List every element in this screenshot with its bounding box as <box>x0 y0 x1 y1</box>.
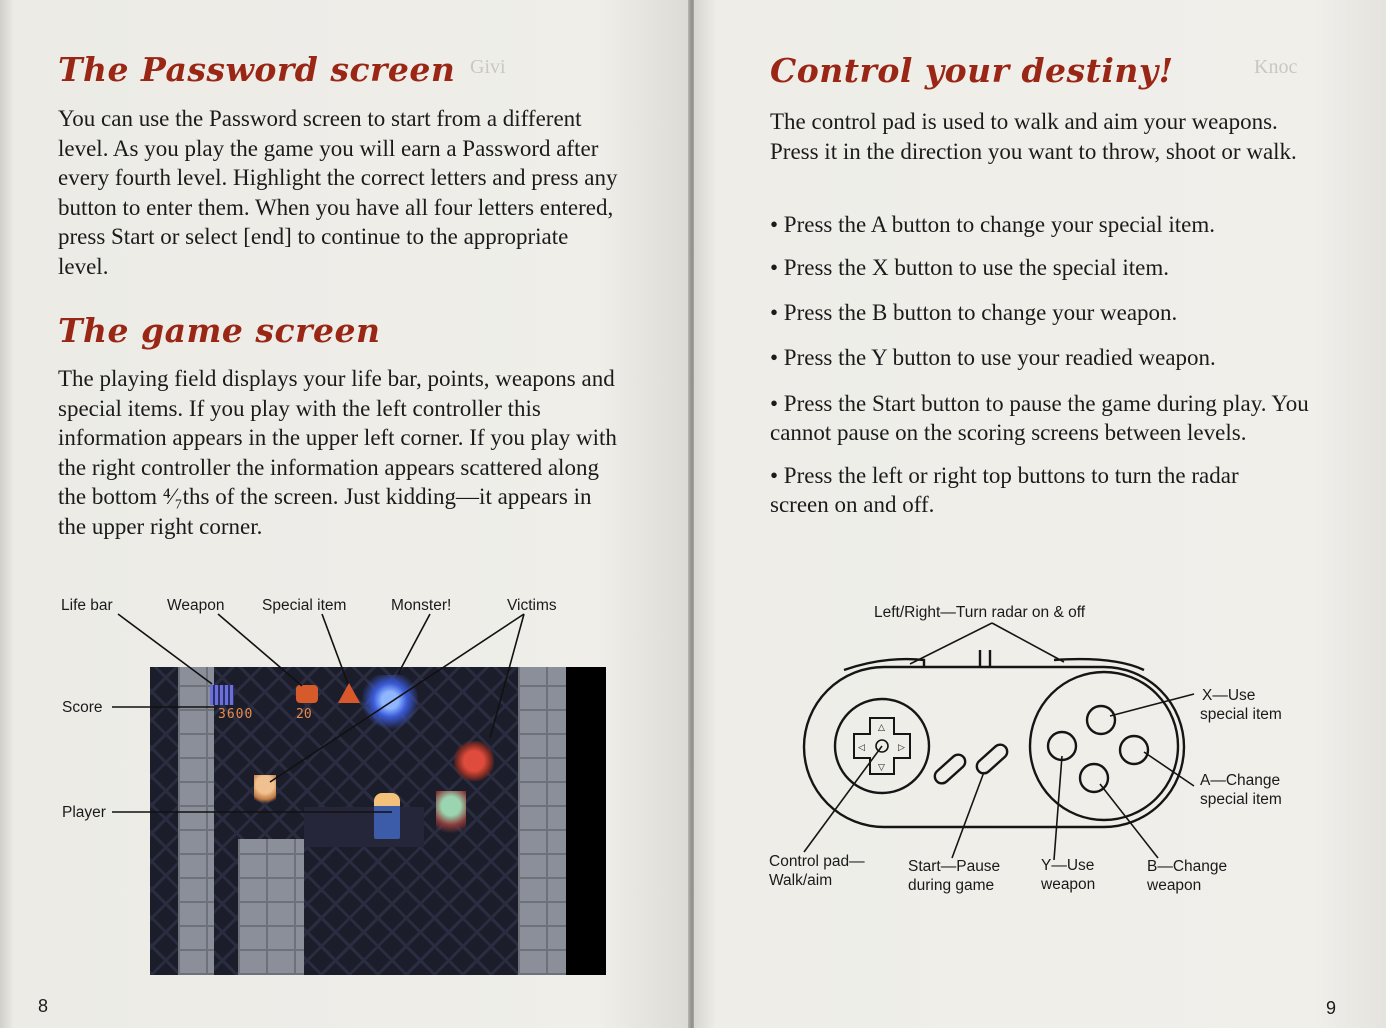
bullet-start-button: • Press the Start button to pause the game during play. You cannot pause on the scoring screens between levels. <box>770 391 1309 445</box>
bullet-b-button: • Press the B button to change your weapon. <box>770 300 1178 325</box>
label-y-line1: Y—Use <box>1041 857 1095 874</box>
label-life-bar: Life bar <box>61 597 113 614</box>
bleed-through-text: Knoc <box>1254 56 1298 78</box>
label-top-buttons: Left/Right—Turn radar on & off <box>874 604 1086 621</box>
label-a-line1: A—Change <box>1200 772 1281 789</box>
bullet-a-button: • Press the A button to change your special item. <box>770 212 1215 237</box>
page-number-right: 9 <box>1326 998 1337 1018</box>
label-pad-line1: Control pad— <box>769 853 865 870</box>
heading-control-destiny: Control your destiny! <box>770 51 1174 90</box>
label-x-line2: special item <box>1200 706 1282 723</box>
bullet-y-button: • Press the Y button to use your readied weapon. <box>770 345 1216 370</box>
label-start-line1: Start—Pause <box>908 858 1001 875</box>
label-monster: Monster! <box>391 597 452 614</box>
game-screen-paragraph: The playing field displays your life bar, points, weapons and special items. If you play with the left controller this information appears in the upper left corner. If you play with the right controller the information appears scattered along the bottom ⁴⁄₇ths of the screen. Just kidding—it appears in the upper right corner. <box>58 366 617 539</box>
label-weapon: Weapon <box>167 597 225 614</box>
label-start-line2: during game <box>908 877 995 894</box>
bleed-through-text: Givi <box>470 56 506 78</box>
label-special-item: Special item <box>262 597 347 614</box>
label-a-line2: special item <box>1200 791 1282 808</box>
control-intro-paragraph: The control pad is used to walk and aim your weapons. Press it in the direction you want to throw, shoot or walk. <box>770 109 1297 164</box>
label-y-line2: weapon <box>1041 876 1096 893</box>
label-x-line1: X—Use <box>1202 687 1256 704</box>
label-player: Player <box>62 804 106 821</box>
callout-lines-left <box>0 0 690 1028</box>
left-page <box>0 0 690 1028</box>
bullet-top-buttons: • Press the left or right top buttons to turn the radar screen on and off. <box>770 463 1239 517</box>
bullet-x-button: • Press the X button to use the special item. <box>770 255 1169 280</box>
heading-password-screen: The Password screen <box>58 50 456 89</box>
hud-weapon-count: 20 <box>296 707 312 722</box>
dpad-down-arrow: ▽ <box>878 763 885 773</box>
hud-score: 3600 <box>218 707 254 722</box>
label-pad-line2: Walk/aim <box>769 872 833 889</box>
label-b-line2: weapon <box>1147 877 1202 894</box>
label-b-line1: B—Change <box>1147 858 1228 875</box>
label-score: Score <box>62 699 103 716</box>
password-paragraph: You can use the Password screen to start from a different level. As you play the game you will earn a Password after every fourth level. Highlight the correct letters and press any button to enter them. When you have all four letters entered, press Start or select [end] to continue to the appropriate level. <box>58 106 618 279</box>
dpad-up-arrow: △ <box>878 723 885 733</box>
dpad-right-arrow: ▷ <box>898 743 905 753</box>
dpad-left-arrow: ◁ <box>858 743 865 753</box>
label-victims: Victims <box>507 597 557 614</box>
page-number-left: 8 <box>38 996 49 1016</box>
heading-game-screen: The game screen <box>58 311 381 350</box>
right-page <box>694 0 1386 1028</box>
